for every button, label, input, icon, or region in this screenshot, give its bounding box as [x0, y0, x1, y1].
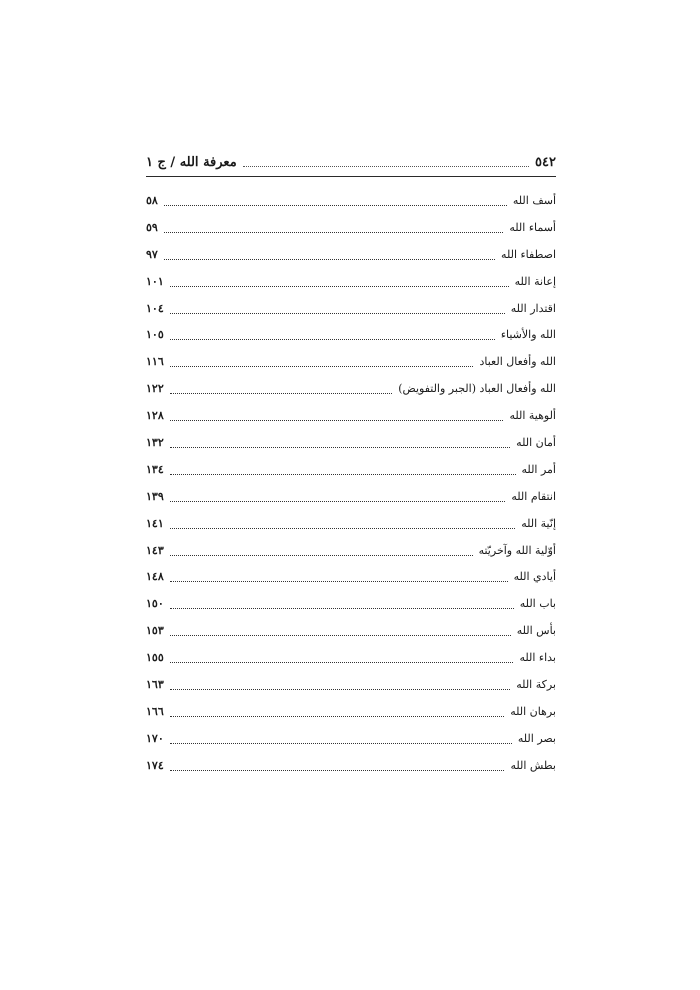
dot-leader [170, 625, 511, 636]
index-entry [146, 698, 556, 725]
dot-leader [170, 410, 504, 421]
index-list [146, 187, 556, 779]
dot-leader [170, 356, 474, 367]
entry-page-number: ١٥٣ [146, 624, 164, 638]
entry-page-number: ١٣٤ [146, 462, 164, 476]
dot-leader [164, 222, 504, 233]
entry-title: إعانة الله [514, 274, 556, 288]
entry-title: باب الله [519, 597, 556, 611]
index-entry [146, 483, 556, 510]
entry-title: انتقام الله [511, 489, 556, 503]
entry-page-number: ١٣٢ [146, 435, 164, 449]
header-rule [146, 176, 556, 177]
index-entry [146, 187, 556, 214]
index-entry [146, 563, 556, 590]
entry-title: اقتدار الله [510, 301, 556, 315]
entry-title: الله وأفعال العباد (الجبر والتفويض) [398, 382, 556, 396]
dot-leader [170, 303, 505, 314]
entry-title: بركة الله [516, 677, 556, 691]
entry-page-number: ١٣٩ [146, 489, 164, 503]
index-entry [146, 617, 556, 644]
dot-leader [170, 760, 505, 771]
entry-page-number: ١٠٥ [146, 328, 164, 342]
entry-title: أمان الله [516, 435, 556, 449]
header-book-title: معرفة الله / ج ١ [146, 154, 237, 170]
entry-title: إنّية الله [521, 516, 556, 530]
dot-leader [170, 491, 506, 502]
entry-title: أسف الله [512, 193, 556, 207]
header-dot-leader [243, 158, 529, 167]
dot-leader [170, 383, 392, 394]
index-entry [146, 537, 556, 564]
entry-page-number: ١٠٤ [146, 301, 164, 315]
entry-page-number: ١٤٨ [146, 570, 164, 584]
dot-leader [170, 733, 512, 744]
index-entry [146, 241, 556, 268]
dot-leader [170, 464, 516, 475]
index-entry [146, 348, 556, 375]
index-entry [146, 671, 556, 698]
index-entry [146, 429, 556, 456]
entry-page-number: ١٧٤ [146, 758, 164, 772]
entry-title: أوّلية الله وآخريّته [478, 543, 556, 557]
header-page-number: ٥٤٢ [535, 154, 556, 170]
index-entry [146, 402, 556, 429]
entry-page-number: ١٤١ [146, 516, 164, 530]
dot-leader [170, 518, 515, 529]
index-entry [146, 214, 556, 241]
index-entry [146, 268, 556, 295]
entry-page-number: ٥٩ [146, 220, 158, 234]
running-header [146, 152, 556, 172]
entry-page-number: ١٥٠ [146, 597, 164, 611]
entry-page-number: ١٤٣ [146, 543, 164, 557]
entry-title: ألوهية الله [509, 409, 556, 423]
entry-page-number: ١٢٨ [146, 409, 164, 423]
entry-title: بطش الله [510, 758, 556, 772]
index-entry [146, 725, 556, 752]
entry-page-number: ١١٦ [146, 355, 164, 369]
entry-title: الله والأشياء [500, 328, 556, 342]
dot-leader [164, 195, 507, 206]
index-entry [146, 510, 556, 537]
dot-leader [170, 329, 495, 340]
entry-page-number: ٥٨ [146, 193, 158, 207]
entry-page-number: ١٧٠ [146, 731, 164, 745]
index-entry [146, 295, 556, 322]
entry-title: برهان الله [510, 704, 556, 718]
index-entry [146, 456, 556, 483]
index-entry [146, 590, 556, 617]
dot-leader [170, 545, 473, 556]
entry-title: أمر الله [521, 462, 556, 476]
dot-leader [170, 598, 514, 609]
entry-page-number: ١٢٢ [146, 382, 164, 396]
entry-title: أيادي الله [513, 570, 556, 584]
index-entry [146, 752, 556, 779]
dot-leader [170, 679, 511, 690]
dot-leader [164, 249, 495, 260]
entry-title: بداء الله [519, 651, 556, 665]
entry-title: اصطفاء الله [501, 247, 556, 261]
dot-leader [170, 706, 504, 717]
entry-page-number: ١٦٣ [146, 677, 164, 691]
index-entry [146, 644, 556, 671]
entry-title: أسماء الله [509, 220, 556, 234]
entry-title: الله وأفعال العباد [479, 355, 556, 369]
dot-leader [170, 571, 508, 582]
index-entry [146, 375, 556, 402]
dot-leader [170, 437, 510, 448]
index-entry [146, 321, 556, 348]
entry-title: بأس الله [516, 624, 556, 638]
entry-page-number: ١٥٥ [146, 651, 164, 665]
entry-page-number: ١٠١ [146, 274, 164, 288]
dot-leader [170, 276, 509, 287]
entry-page-number: ٩٧ [146, 247, 158, 261]
entry-title: بصر الله [517, 731, 556, 745]
entry-page-number: ١٦٦ [146, 704, 164, 718]
dot-leader [170, 652, 514, 663]
